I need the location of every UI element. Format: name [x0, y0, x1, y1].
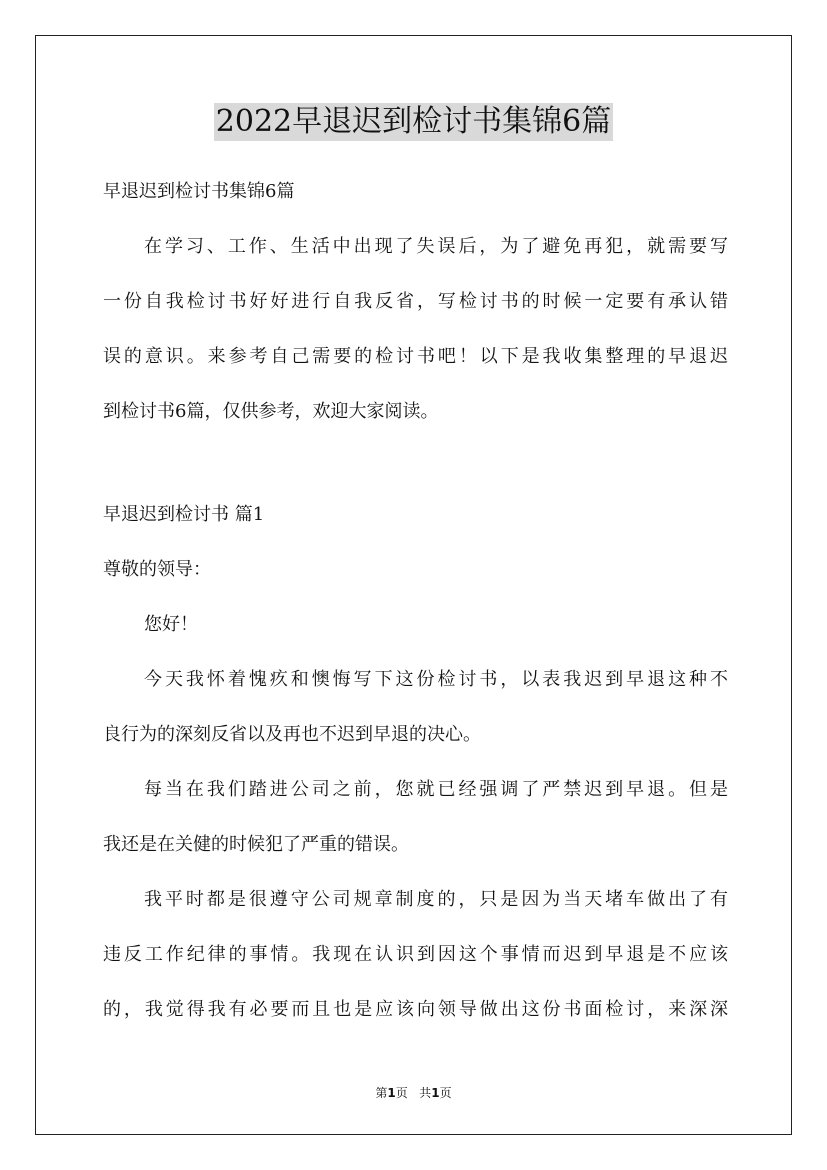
document-body [103, 164, 728, 1037]
paragraph-line: 的，我觉得我有必要而且也是应该向领导做出这份书面检讨，来深深 [103, 999, 728, 1020]
section-heading: 早退迟到检讨书 篇1 [103, 504, 265, 525]
paragraph-line: 违反工作纪律的事情。我现在认识到因这个事情而迟到早退是不应该 [103, 944, 728, 965]
paragraph-line: 我还是在关健的时候犯了严重的错误。 [103, 834, 409, 855]
total-prefix: 共 [419, 1086, 432, 1100]
page-number: 1 [387, 1086, 396, 1100]
page-footer [0, 1084, 827, 1101]
page-prefix: 第 [375, 1086, 388, 1100]
greeting: 您好！ [144, 614, 198, 635]
total-number: 1 [431, 1086, 440, 1100]
intro-line: 误的意识。来参考自己需要的检讨书吧！以下是我收集整理的早退迟 [103, 346, 728, 367]
section-spacer [103, 439, 728, 487]
paragraph-line: 今天我怀着愧疚和懊悔写下这份检讨书，以表我迟到早退这种不 [144, 669, 728, 690]
page-suffix: 页 [395, 1086, 408, 1100]
total-suffix: 页 [439, 1086, 452, 1100]
salutation: 尊敬的领导： [103, 559, 211, 580]
intro-line: 一份自我检讨书好好进行自我反省，写检讨书的时候一定要有承认错 [103, 291, 728, 312]
document-title: 2022早退迟到检讨书集锦6篇 [215, 104, 612, 139]
intro-line: 到检讨书6篇，仅供参考，欢迎大家阅读。 [103, 401, 439, 422]
paragraph-line: 每当在我们踏进公司之前，您就已经强调了严禁迟到早退。但是 [144, 779, 728, 800]
title-container [0, 103, 827, 141]
intro-heading: 早退迟到检讨书集锦6篇 [103, 181, 295, 202]
paragraph-line: 良行为的深刻反省以及再也不迟到早退的决心。 [103, 724, 481, 745]
paragraph-line: 我平时都是很遵守公司规章制度的，只是因为当天堵车做出了有 [144, 889, 728, 910]
intro-line: 在学习、工作、生活中出现了失误后，为了避免再犯，就需要写 [144, 236, 728, 257]
